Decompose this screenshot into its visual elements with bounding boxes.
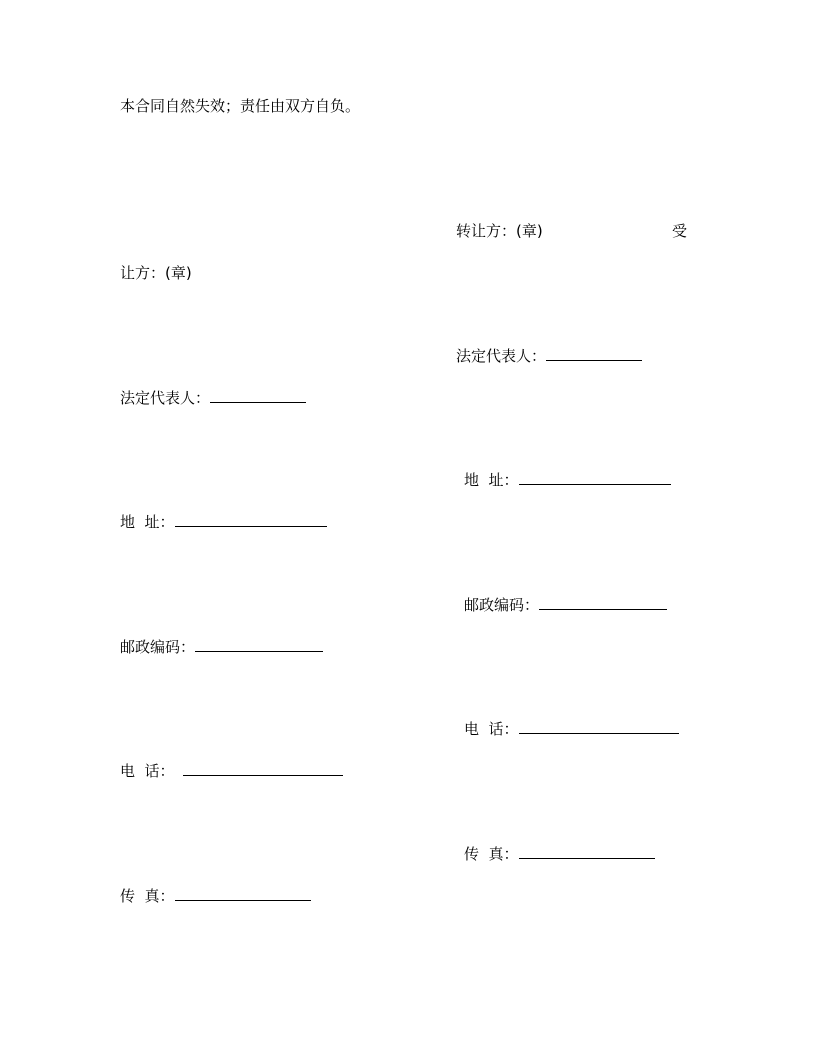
transferee-phone-label: 电 话： [120,762,175,780]
transferor-fax-blank[interactable] [519,844,655,859]
transferor-address-label: 地 址： [464,471,519,489]
transferee-legal-rep-label: 法定代表人： [120,389,211,407]
transferee-legal-rep-blank[interactable] [210,388,306,403]
transferee-postcode-blank[interactable] [195,637,323,652]
transferee-title-part1: 受 [672,222,688,240]
transferor-phone-field [464,719,679,739]
transferee-phone-field [120,761,343,781]
transferor-title: 转让方：(章) [456,222,543,240]
transferee-postcode-field [120,637,323,657]
transferor-fax-field [464,844,655,864]
transferee-address-label: 地 址： [120,513,175,531]
transferor-postcode-label: 邮政编码： [464,596,540,614]
transferor-legal-rep-blank[interactable] [546,346,642,361]
transferor-legal-rep-label: 法定代表人： [456,347,547,365]
transferee-address-field [120,512,327,532]
transferee-legal-rep-field [120,388,306,408]
transferor-phone-blank[interactable] [519,719,679,734]
transferor-phone-label: 电 话： [464,720,519,738]
transferor-address-blank[interactable] [519,470,671,485]
transferor-address-field [464,470,671,490]
transferee-title-part2: 让方：(章) [120,264,192,282]
transferee-fax-label: 传 真： [120,887,175,905]
transferor-legal-rep-field [456,346,642,366]
closing-clause [120,96,360,116]
transferor-postcode-blank[interactable] [539,595,667,610]
transferor-postcode-field [464,595,667,615]
closing-clause-text: 本合同自然失效；责任由双方自负。 [120,97,361,115]
transferee-address-blank[interactable] [175,512,327,527]
transferee-postcode-label: 邮政编码： [120,638,196,656]
transferee-fax-blank[interactable] [175,886,311,901]
transferor-fax-label: 传 真： [464,845,519,863]
transferee-fax-field [120,886,311,906]
transferee-phone-blank[interactable] [183,761,343,776]
